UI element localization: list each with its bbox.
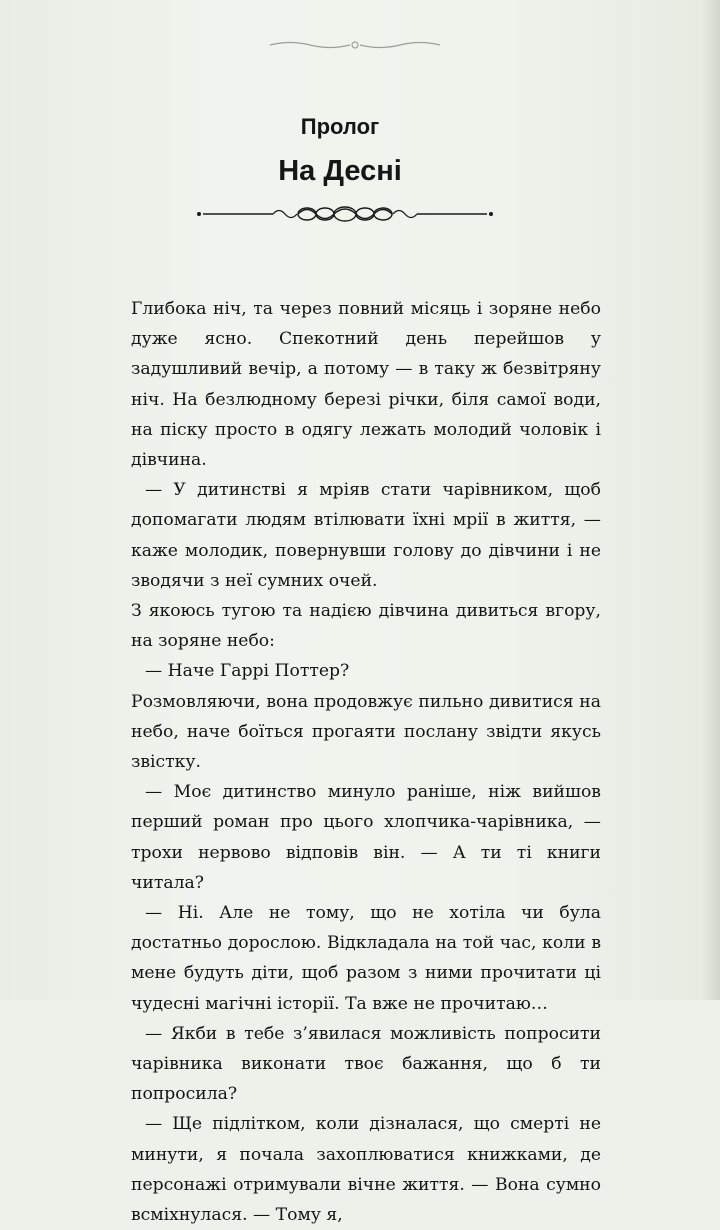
- body-text: [131, 294, 601, 1230]
- chapter-title: На Десні: [278, 155, 402, 187]
- paragraph: — Ще підлітком, коли дізналася, що смерті не минути, я почала захоплюватися книжками, де персонажі отримували вічне життя. — Вона сумно всміхнулася. — Тому я,: [131, 1114, 601, 1226]
- paragraph: — Моє дитинство минуло раніше, ніж вийшов перший роман про цього хлопчика-чарівника, — трохи нервово відповів він. — А ти ті книги читала?: [131, 782, 601, 893]
- paragraph: — Якби в тебе з’явилася можливість попросити чарівника виконати твоє бажання, що б ти попросила?: [131, 1023, 601, 1105]
- paragraph: Глибока ніч, та через повний місяць і зоряне небо дуже ясно. Спекотний день перейшов у задушливий вечір, а потому — в таку ж безвітряну ніч. На безлюдному березі річки, біля самої води, на піску просто в одягу лежать молодий чоловік і дівчина.: [131, 299, 601, 471]
- paragraph: Розмовляючи, вона продовжує пильно дивитися на небо, наче боїться прогаяти послану звідти якусь звістку.: [131, 691, 601, 773]
- chapter-header: [0, 112, 680, 190]
- paragraph: — Ні. Але не тому, що не хотіла чи була достатньо дорослою. Відкладала на той час, коли в мене будуть діти, щоб разом з ними прочитати ці чудесні магічні історії. Та вже не прочитаю…: [131, 903, 601, 1014]
- paragraph: — У дитинстві я мріяв стати чарівником, щоб допомагати людям втілювати їхні мрії в життя, — каже молодик, повернувши голову до дівчини і не зводячи з неї сумних очей.: [131, 480, 601, 591]
- decorative-divider-icon: [195, 204, 495, 224]
- paragraph: З якоюсь тугою та надією дівчина дивиться вгору, на зоряне небо:: [131, 601, 601, 652]
- section-label: Пролог: [300, 114, 380, 139]
- decorative-flourish-icon: [250, 38, 460, 52]
- page-edge-shadow: [702, 0, 720, 1000]
- paragraph: — Наче Гаррі Поттер?: [145, 661, 350, 682]
